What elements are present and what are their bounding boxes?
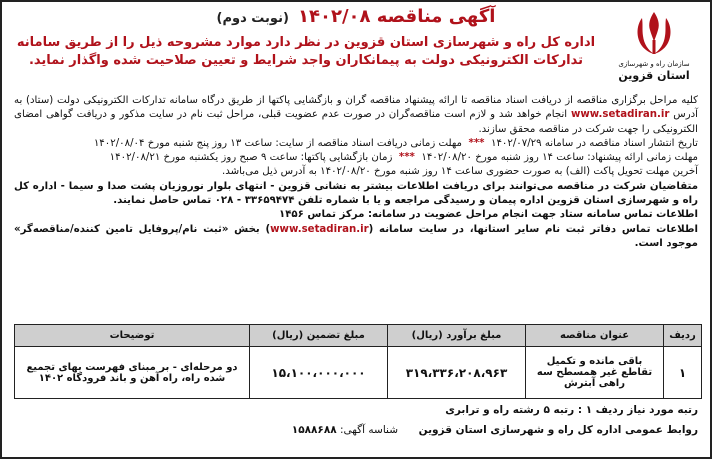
tender-notes: دو مرحله‌ای - بر مبنای فهرست بهای تجمیع شده راه، راه آهن و باند فرودگاه ۱۴۰۲ — [15, 347, 250, 399]
table-header-row — [15, 325, 702, 347]
separator: *** — [398, 152, 415, 164]
footer — [14, 422, 698, 442]
notice-body — [14, 94, 698, 251]
process-paragraph — [14, 94, 698, 137]
notice-subtitle: اداره کل راه و شهرسازی استان قزوین در نظر دارد موارد مشروحه ذیل را از طریق سامانه تدارکات الکترونیکی دولت به پیمانکاران واجد شرایط و تعیین صلاحیت شده واگذار نماید. — [16, 35, 596, 68]
envelope-deadline: آخرین مهلت تحویل پاکت (الف) به صورت حضوری ساعت ۱۴ روز شنبه مورخ ۱۴۰۲/۰۸/۲۰ به آدرس ذیل می‌باشد. — [222, 166, 698, 178]
contact-info: متقاضیان شرکت در مناقصه می‌توانند برای دریافت اطلاعات بیشتر به نشانی قزوین - انتهای بلوار نوروزیان پشت صدا و سیما - اداره کل راه و شهرسازی استان قزوین اداره پیمان و رسیدگی مراجعه و یا با شماره تلفن ۳۳۶۵۹۴۷۴ - ۰۲۸ تماس حاصل نمایند. — [14, 180, 698, 207]
setad-url-link-2[interactable]: www.setadiran.ir — [270, 223, 369, 235]
col-header: مبلغ برآورد (ریال) — [388, 325, 526, 347]
required-grade: رتبه مورد نیاز ردیف ۱ : رتبه ۵ رشته راه و ترابری — [445, 404, 698, 416]
pub-label: شناسه آگهی: — [340, 424, 398, 436]
membership-info: اطلاعات تماس سامانه ستاد جهت انجام مراحل عضویت در سامانه: مرکز تماس ۱۴۵۶ — [279, 209, 698, 221]
iran-emblem-icon — [628, 8, 680, 60]
other-units-info: اطلاعات تماس دفاتر ثبت نام سایر استانها، در سایت سامانه (www.setadiran.ir) بخش «ثبت نام/پروفایل تامین کننده/مناقصه‌گر» موجود است. — [14, 223, 699, 249]
title-row — [112, 6, 600, 27]
org-name: استان قزوین — [618, 69, 690, 82]
col-header: مبلغ تضمین (ریال) — [250, 325, 388, 347]
notice-round: (نوبت دوم) — [216, 11, 289, 26]
other-units-text-a: اطلاعات تماس دفاتر ثبت نام سایر استانها، در سایت سامانه — [379, 223, 699, 235]
organization-logo — [608, 8, 700, 83]
tender-title: باقی مانده و تکمیل تقاطع غیر همسطح سه راهی آبترش — [526, 347, 664, 399]
org-small-label: سازمان راه و شهرسازی — [618, 60, 690, 68]
tender-table — [14, 324, 702, 399]
dates-line-1 — [14, 137, 698, 151]
public-relations: روابط عمومی اداره کل راه و شهرسازی استان قزوین — [418, 424, 698, 436]
process-text-b: انجام خواهد شد و لازم است مناقصه‌گران در صورت عدم عضویت قبلی، مراحل ثبت نام در سایت مذکور و دریافت گواهی امضای الکترونیکی را جهت شرکت در مناقصه محقق سازند. — [14, 109, 698, 135]
publication-id — [292, 424, 398, 436]
row-number: ۱ — [664, 347, 702, 399]
process-text-a: کلیه مراحل برگزاری مناقصه از دریافت اسناد مناقصه تا ارائه پیشنهاد مناقصه گران و بازگشایی پاکتها از طریق درگاه سامانه تدارکات الکترونیکی دولت (ستاد) به آدرس — [14, 95, 698, 121]
col-header: عنوان مناقصه — [526, 325, 664, 347]
document-deadline: مهلت زمانی دریافت اسناد مناقصه از سایت: ساعت ۱۳ روز پنج شنبه مورخ ۱۴۰۲/۰۸/۰۴ — [93, 137, 463, 149]
other-units-text-b: بخش «ثبت نام/پروفایل تامین کننده/مناقصه‌گر» موجود است. — [14, 223, 698, 249]
publish-date: تاریخ انتشار اسناد مناقصه در سامانه ۱۴۰۲/۰۷/۲۹ — [490, 137, 698, 149]
table-row — [15, 347, 702, 399]
separator: *** — [468, 137, 485, 149]
bid-deadline: مهلت زمانی ارائه پیشنهاد: ساعت ۱۴ روز شنبه مورخ ۱۴۰۲/۰۸/۲۰ — [421, 152, 698, 164]
setad-url-link[interactable]: www.setadiran.ir — [570, 109, 670, 121]
opening-time: زمان بازگشایی پاکتها: ساعت ۹ صبح روز یکشنبه مورخ ۱۴۰۲/۰۸/۲۱ — [109, 152, 393, 164]
col-header: توضیحات — [15, 325, 250, 347]
notice-title: آگهی مناقصه ۱۴۰۲/۰۸ — [298, 6, 496, 27]
guarantee-amount: ۱۵،۱۰۰،۰۰۰،۰۰۰ — [250, 347, 388, 399]
estimate-amount: ۳۱۹،۳۳۶،۲۰۸،۹۶۳ — [388, 347, 526, 399]
dates-line-2 — [14, 151, 698, 165]
pub-id: ۱۵۸۸۶۸۸ — [291, 424, 337, 436]
col-header: ردیف — [664, 325, 702, 347]
